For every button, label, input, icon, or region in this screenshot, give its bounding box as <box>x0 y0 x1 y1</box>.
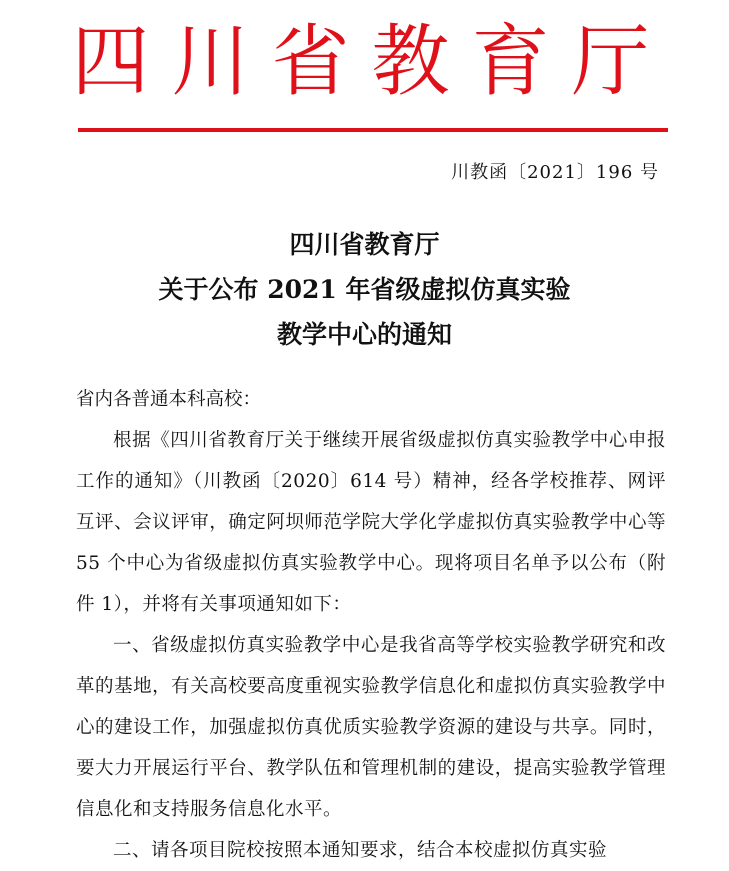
notice-body <box>76 380 666 871</box>
salutation: 省内各普通本科高校： <box>76 389 262 410</box>
title-line-1: 四川省教育厅 <box>289 230 440 259</box>
red-divider-line <box>78 128 668 132</box>
notice-title <box>0 222 729 357</box>
title-line-2: 关于公布 2021 年省级虚拟仿真实验 <box>158 275 571 304</box>
body-paragraph-1: 根据《四川省教育厅关于继续开展省级虚拟仿真实验教学中心申报工作的通知》（川教函〔2020〕614 号）精神，经各学校推荐、网评互评、会议评审，确定阿坝师范学院大学化学虚拟仿真实验教学中心等 55 个中心为省级虚拟仿真实验教学中心。现将项目名单予以公布（附件 1），并将有关事项通知如下： <box>76 430 666 615</box>
body-paragraph-3: 二、请各项目院校按照本通知要求，结合本校虚拟仿真实验 <box>113 840 608 861</box>
document-number: 川教函〔2021〕196 号 <box>451 162 659 183</box>
agency-header-title: 四川省教育厅 <box>71 17 672 107</box>
body-paragraph-2: 一、省级虚拟仿真实验教学中心是我省高等学校实验教学研究和改革的基地，有关高校要高度重视实验教学信息化和虚拟仿真实验教学中心的建设工作，加强虚拟仿真优质实验教学资源的建设与共享。同时，要大力开展运行平台、教学队伍和管理机制的建设，提高实验教学管理信息化和支持服务信息化水平。 <box>76 635 666 820</box>
title-line-3: 教学中心的通知 <box>276 320 452 349</box>
